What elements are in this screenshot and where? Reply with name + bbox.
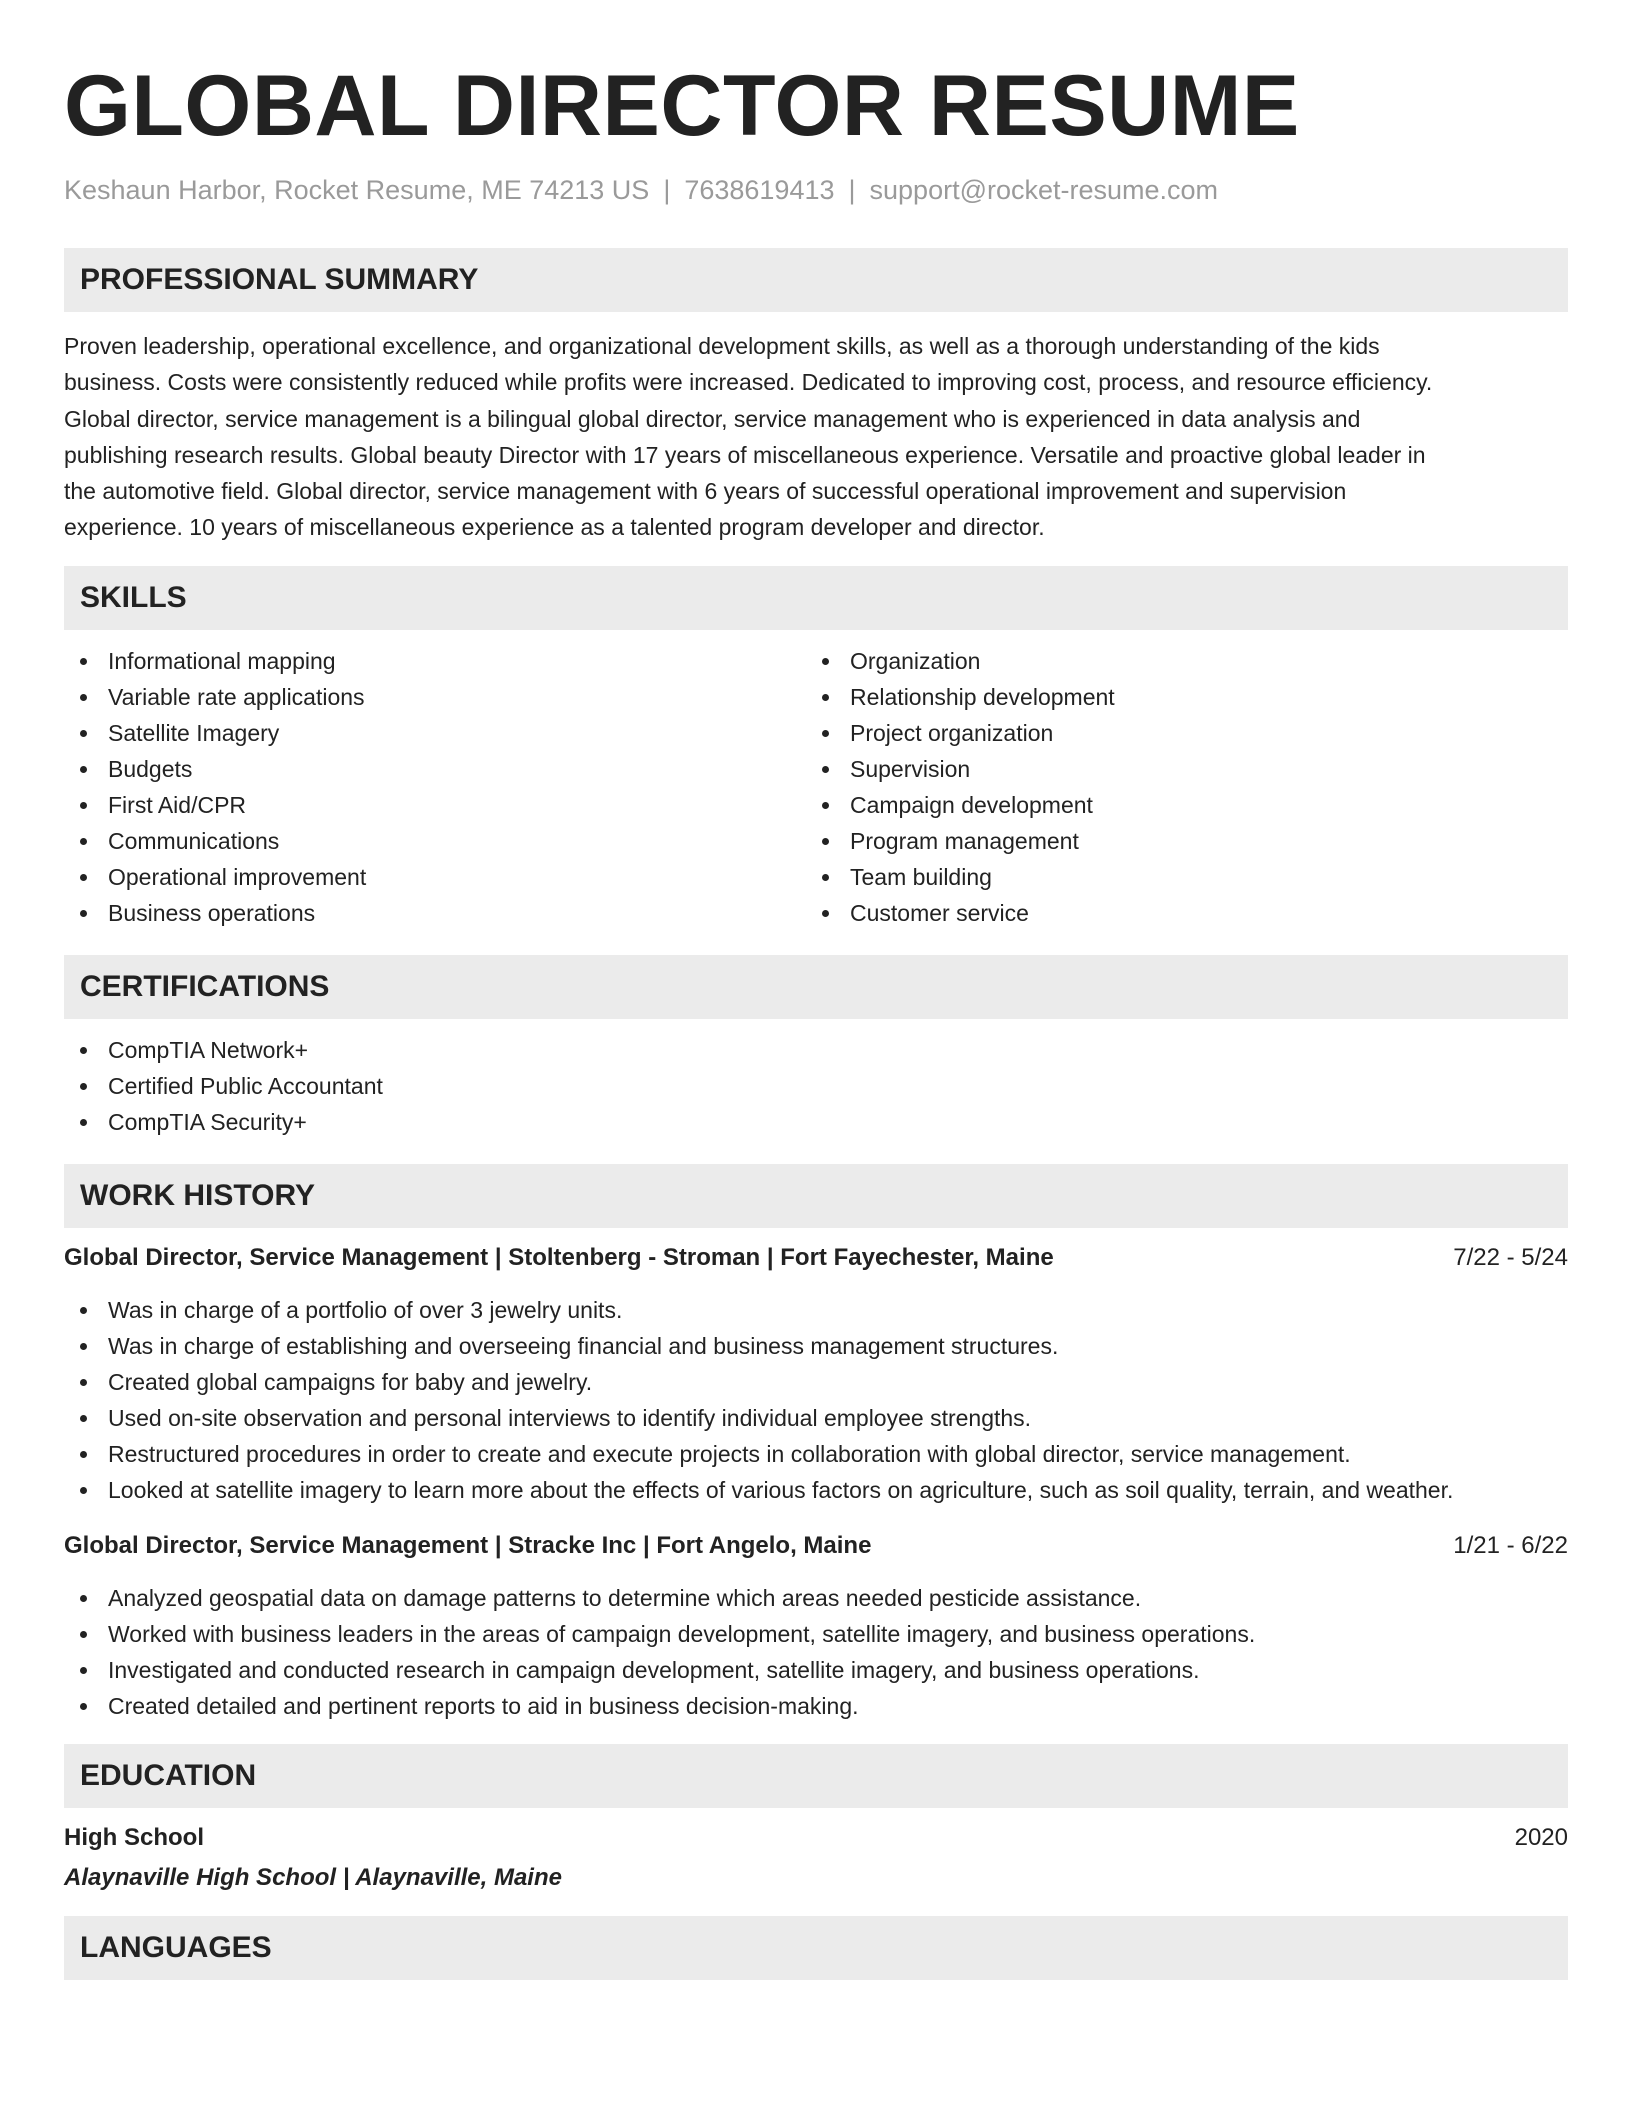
education-year: 2020 xyxy=(1514,1823,1568,1851)
job-duty-item: Analyzed geospatial data on damage patterns to determine which areas needed pesticide assistance. xyxy=(64,1580,1568,1616)
skill-item: Team building xyxy=(806,859,1548,895)
job-entry xyxy=(64,1528,1568,1724)
contact-separator: | xyxy=(848,175,856,205)
skills-columns xyxy=(64,643,1568,931)
certification-item: CompTIA Security+ xyxy=(64,1104,1568,1140)
certifications-list xyxy=(64,1032,1568,1140)
skill-item: Campaign development xyxy=(806,787,1548,823)
skill-item: Supervision xyxy=(806,751,1548,787)
skill-item: Business operations xyxy=(64,895,806,931)
section-heading-languages: LANGUAGES xyxy=(64,1916,1568,1980)
skill-item: Program management xyxy=(806,823,1548,859)
skill-item: Project organization xyxy=(806,715,1548,751)
education-degree: High School xyxy=(64,1823,204,1851)
skill-item: Operational improvement xyxy=(64,859,806,895)
contact-phone: 7638619413 xyxy=(684,175,835,205)
job-duty-item: Created detailed and pertinent reports to aid in business decision-making. xyxy=(64,1688,1568,1724)
skills-list-left xyxy=(64,643,806,931)
job-duties-list xyxy=(64,1292,1568,1508)
job-duties-list xyxy=(64,1580,1568,1724)
summary-line: Proven leadership, operational excellence, and organizational development skills, as well as a thorough understanding of the kids xyxy=(64,333,1380,359)
job-dates: 1/21 - 6/22 xyxy=(1453,1531,1568,1559)
summary-line: business. Costs were consistently reduced while profits were increased. Dedicated to improving cost, process, and resource efficiency. xyxy=(64,369,1433,396)
job-duty-item: Was in charge of establishing and overseeing financial and business management structures. xyxy=(64,1328,1568,1364)
job-title: Global Director, Service Management | Stracke Inc | Fort Angelo, Maine xyxy=(64,1531,872,1559)
job-header xyxy=(64,1240,1568,1276)
resume-title: GLOBAL DIRECTOR RESUME xyxy=(64,58,1300,154)
job-duty-item: Worked with business leaders in the areas of campaign development, satellite imagery, and business operations. xyxy=(64,1616,1568,1652)
skill-item: Budgets xyxy=(64,751,806,787)
certification-item: Certified Public Accountant xyxy=(64,1068,1568,1104)
skills-list-right xyxy=(806,643,1548,931)
contact-email[interactable]: support@rocket-resume.com xyxy=(869,175,1219,205)
job-duty-item: Investigated and conducted research in campaign development, satellite imagery, and business operations. xyxy=(64,1652,1568,1688)
job-title: Global Director, Service Management | Stoltenberg - Stroman | Fort Fayechester, Maine xyxy=(64,1243,1054,1271)
skill-item: Customer service xyxy=(806,895,1548,931)
job-duty-item: Looked at satellite imagery to learn more about the effects of various factors on agriculture, such as soil quality, terrain, and weather. xyxy=(64,1472,1568,1508)
skill-item: First Aid/CPR xyxy=(64,787,806,823)
skill-item: Variable rate applications xyxy=(64,679,806,715)
contact-address: Keshaun Harbor, Rocket Resume, ME 74213 US xyxy=(64,175,650,205)
summary-line: publishing research results. Global beauty Director with 17 years of miscellaneous experience. Versatile and proactive global leader in xyxy=(64,441,1426,468)
summary-text xyxy=(64,328,1568,546)
job-duty-item: Created global campaigns for baby and jewelry. xyxy=(64,1364,1568,1400)
job-duty-item: Used on-site observation and personal interviews to identify individual employee strengths. xyxy=(64,1400,1568,1436)
section-heading-education: EDUCATION xyxy=(64,1744,1568,1808)
section-heading-summary: PROFESSIONAL SUMMARY xyxy=(64,248,1568,312)
skill-item: Communications xyxy=(64,823,806,859)
job-duty-item: Was in charge of a portfolio of over 3 jewelry units. xyxy=(64,1292,1568,1328)
job-duty-item: Restructured procedures in order to create and execute projects in collaboration with global director, service management. xyxy=(64,1436,1568,1472)
skill-item: Satellite Imagery xyxy=(64,715,806,751)
summary-line: experience. 10 years of miscellaneous experience as a talented program developer and director. xyxy=(64,514,1045,541)
certification-item: CompTIA Network+ xyxy=(64,1032,1568,1068)
summary-line: Global director, service management is a bilingual global director, service management who is experienced in data analysis and xyxy=(64,405,1361,432)
job-entry xyxy=(64,1240,1568,1508)
summary-line: the automotive field. Global director, service management with 6 years of successful operational improvement and supervision xyxy=(64,478,1347,505)
section-heading-skills: SKILLS xyxy=(64,566,1568,630)
skill-item: Informational mapping xyxy=(64,643,806,679)
contact-line xyxy=(64,172,1568,208)
contact-separator: | xyxy=(663,175,671,205)
section-heading-work-history: WORK HISTORY xyxy=(64,1164,1568,1228)
education-header xyxy=(64,1820,1568,1856)
section-heading-certifications: CERTIFICATIONS xyxy=(64,955,1568,1019)
skill-item: Organization xyxy=(806,643,1548,679)
skill-item: Relationship development xyxy=(806,679,1548,715)
job-dates: 7/22 - 5/24 xyxy=(1453,1243,1568,1271)
job-header xyxy=(64,1528,1568,1564)
education-school: Alaynaville High School | Alaynaville, Maine xyxy=(64,1863,562,1891)
